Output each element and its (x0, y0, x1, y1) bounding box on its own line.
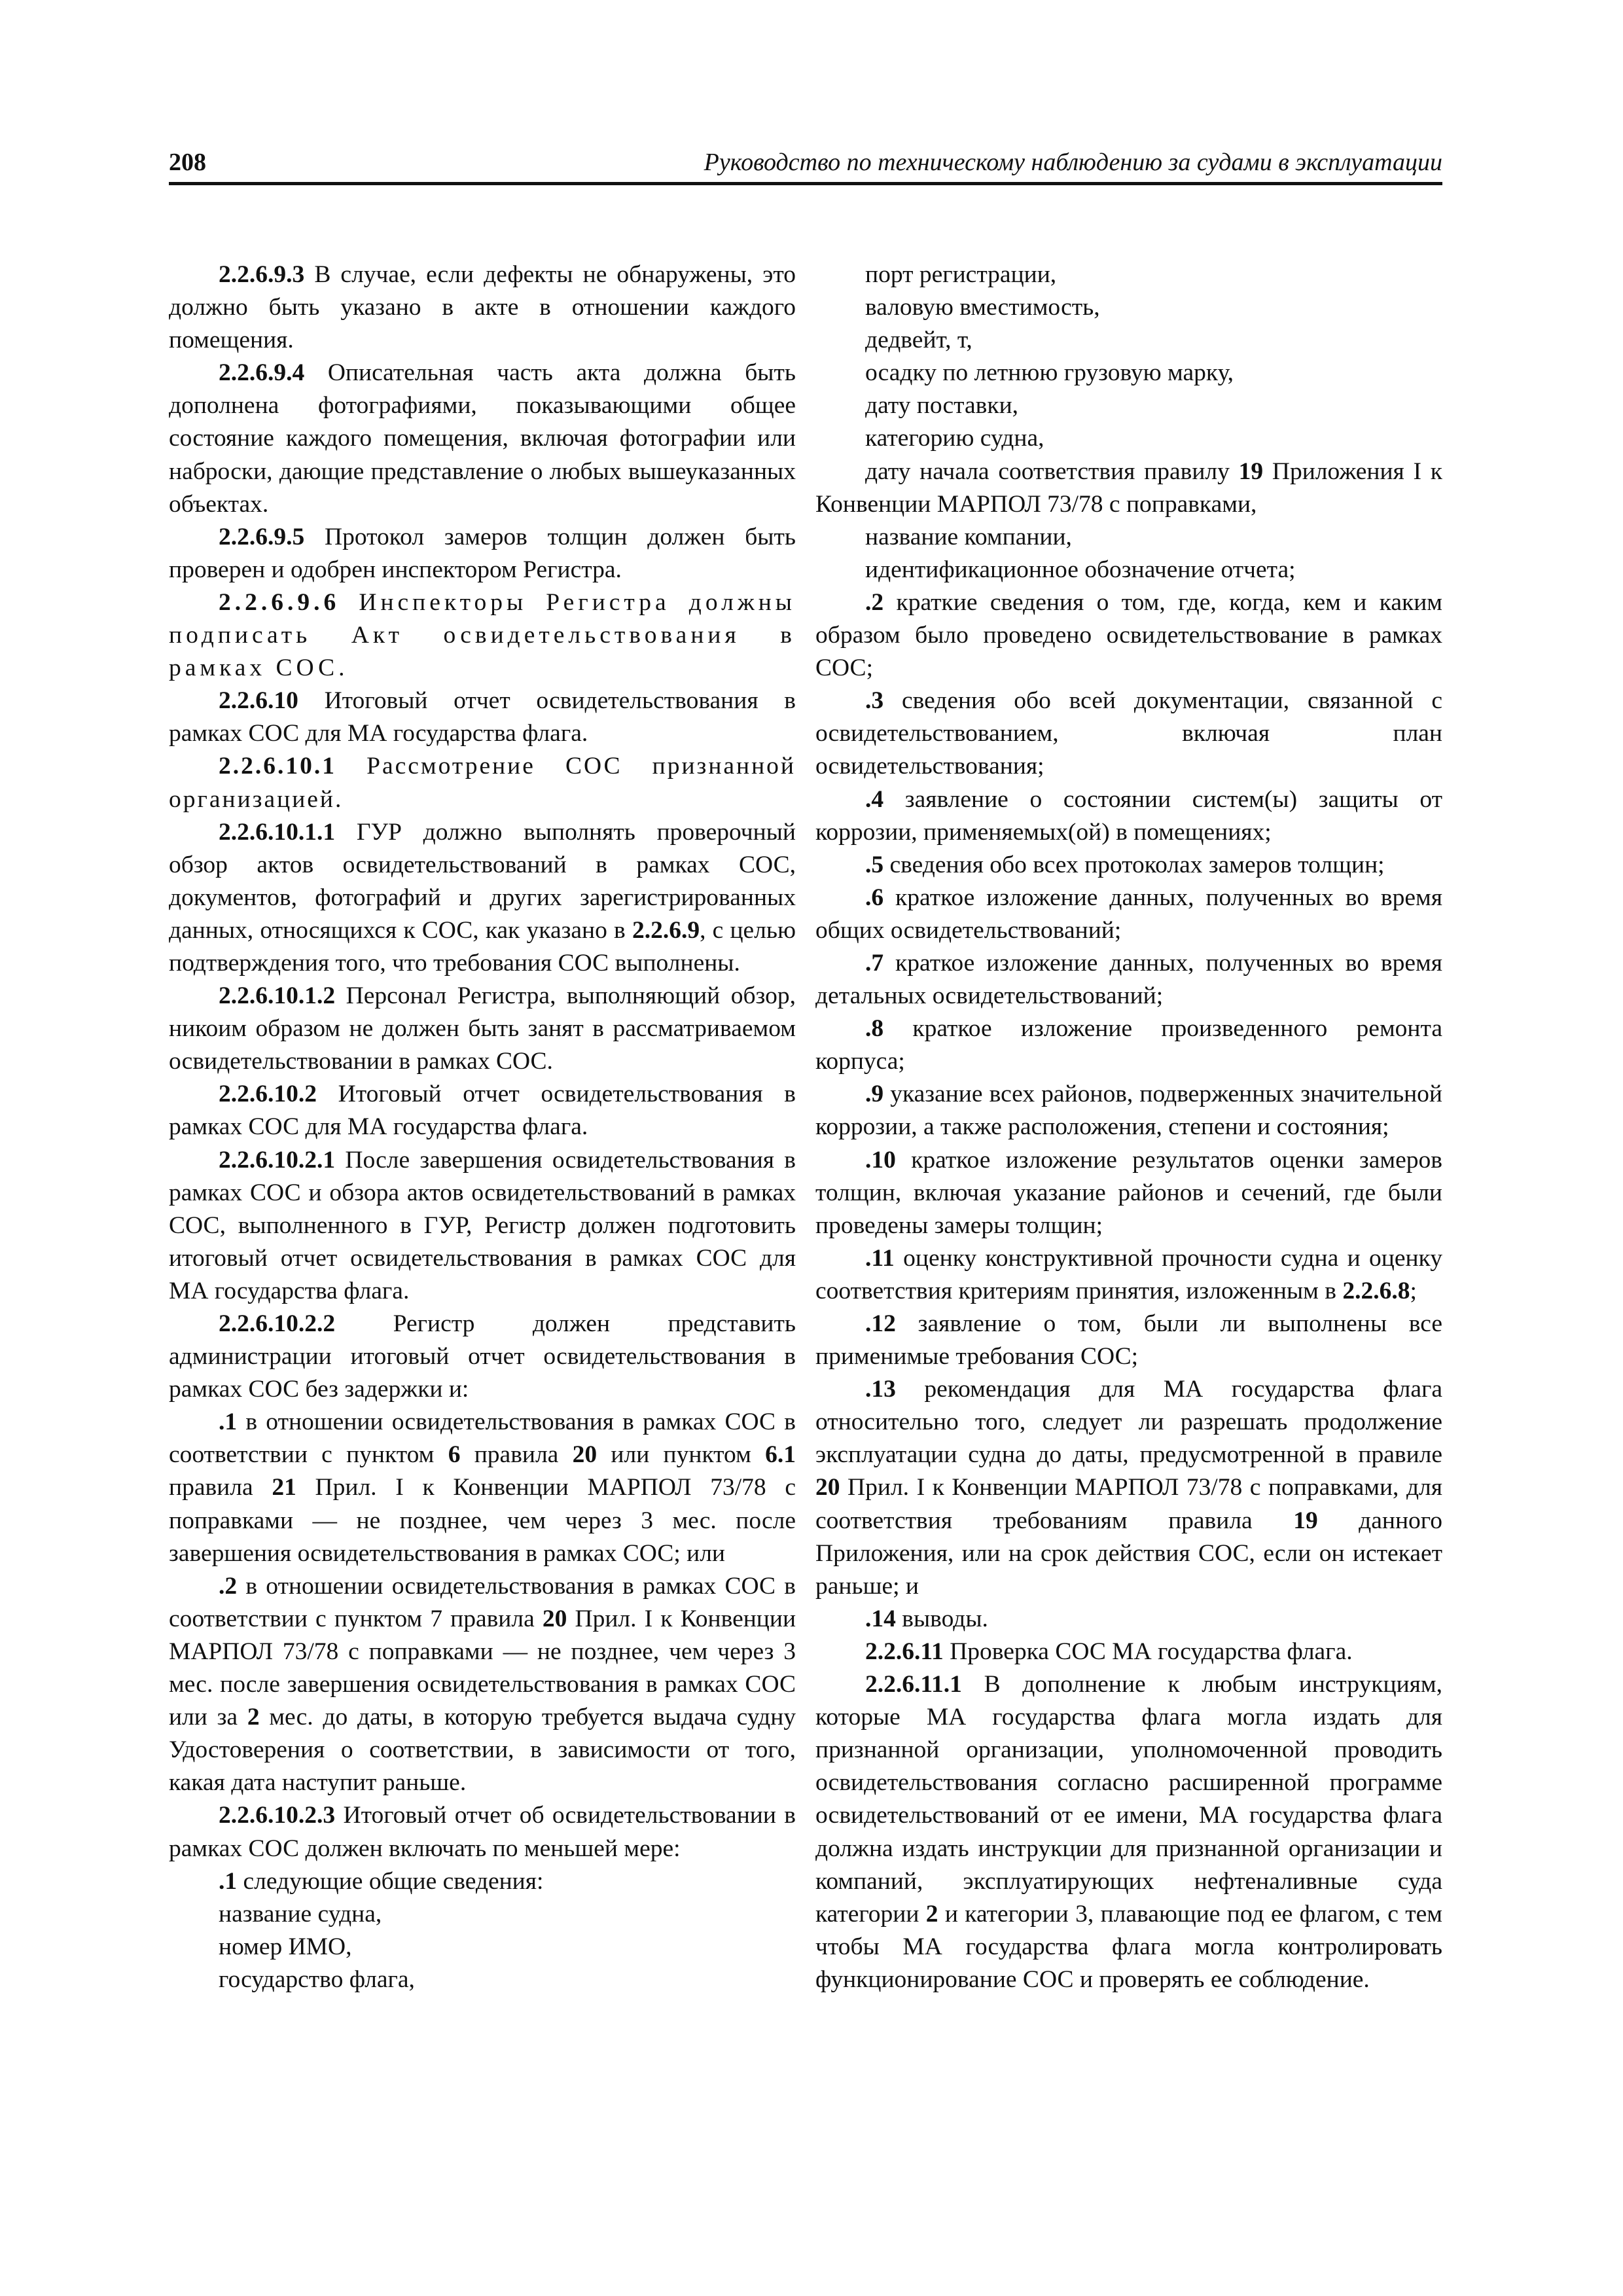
paragraph: .2 краткие сведения о том, где, когда, кем и каким образом было проведено освидетельствование в рамках СОС; (815, 588, 1442, 682)
paragraph: 2.2.6.10.1.1 ГУР должно выполнять проверочный обзор актов освидетельствований в рамках СОС, документов, фотографий и других зарегистрированных данных, относящихся к СОС, как указано в 2.2.6.9, с целью подтверждения того, что требования СОС выполнены. (169, 818, 796, 977)
list-item: идентификационное обозначение отчета; (865, 556, 1296, 583)
list-item: порт регистрации, (865, 261, 1057, 288)
paragraph: .6 краткое изложение данных, полученных во время общих освидетельствований; (815, 884, 1442, 944)
page-number: 208 (169, 149, 206, 176)
list-item: государство флага, (219, 1965, 415, 1993)
paragraph: 2.2.6.10.1.2 Персонал Регистра, выполняющий обзор, никоим образом не должен быть занят в рассматриваемом освидетельствовании в рамках СОС. (169, 982, 796, 1075)
paragraph: 2.2.6.9.6 Инспекторы Регистра должны подписать Акт освидетельствования в рамках СОС. (169, 588, 796, 682)
right-column (815, 259, 1442, 2104)
list-item: дату поставки, (865, 392, 1019, 420)
list-item: название судна, (219, 1900, 382, 1928)
paragraph: 2.2.6.10.2.2 Регистр должен представить администрации итоговый отчет освидетельствования в рамках СОС без задержки и: (169, 1310, 796, 1403)
list-item: номер ИМО, (219, 1933, 352, 1960)
paragraph: .8 краткое изложение произведенного ремонта корпуса; (815, 1015, 1442, 1075)
paragraph: 2.2.6.10.2.1 После завершения освидетельствования в рамках СОС и обзора актов освидетельствований в рамках СОС, выполненного в ГУР, Регистр должен подготовить итоговый отчет освидетельствования в рамках СОС для МА государства флага. (169, 1146, 796, 1304)
paragraph: 2.2.6.10.1 Рассмотрение СОС признанной организацией. (169, 753, 796, 813)
paragraph: .11 оценку конструктивной прочности судна и оценку соответствия критериям принятия, изложенным в 2.2.6.8; (815, 1244, 1442, 1304)
paragraph: .3 сведения обо всей документации, связанной с освидетельствованием, включая план освидетельствования; (815, 687, 1442, 780)
paragraph: .14 выводы. (865, 1605, 988, 1632)
paragraph: дату начала соответствия правилу 19 Приложения I к Конвенции МАРПОЛ 73/78 с поправками, (815, 457, 1442, 518)
paragraph: .1 в отношении освидетельствования в рамках СОС в соответствии с пунктом 6 правила 20 или пунктом 6.1 правила 21 Прил. I к Конвенции МАРПОЛ 73/78 с поправками — не позднее, чем через 3 мес. после завершения освидетельствования в рамках СОС; или (169, 1408, 796, 1567)
paragraph: 2.2.6.11.1 В дополнение к любым инструкциям, которые МА государства флага могла издать для признанной организации, уполномоченной проводить освидетельствования согласно расширенной программе освидетельствований от ее имени, МА государства флага должна издать инструкции для признанной организации и компаний, эксплуатирующих нефтеналивные суда категории 2 и категории 3, плавающие под ее флагом, с тем чтобы МА государства флага могла контролировать функционирование СОС и проверять ее соблюдение. (815, 1671, 1442, 1993)
paragraph: .12 заявление о том, были ли выполнены все применимые требования СОС; (815, 1310, 1442, 1371)
paragraph: .13 рекомендация для МА государства флага относительно того, следует ли разрешать продолжение эксплуатации судна до даты, предусмотренной в правиле 20 Прил. I к Конвенции МАРПОЛ 73/78 с поправками, для соответствия требованиям правила 19 данного Приложения, или на срок действия СОС, если он истекает раньше; и (815, 1376, 1442, 1600)
paragraph: .5 сведения обо всех протоколах замеров толщин; (865, 851, 1385, 878)
left-column (169, 259, 796, 2104)
list-item: осадку по летнюю грузовую марку, (865, 359, 1234, 387)
running-title: Руководство по техническому наблюдению за судами в эксплуатации (704, 149, 1442, 176)
paragraph: .2 в отношении освидетельствования в рамках СОС в соответствии с пунктом 7 правила 20 Прил. I к Конвенции МАРПОЛ 73/78 с поправками — не позднее, чем через 3 мес. после завершения освидетельствования в рамках СОС или за 2 мес. до даты, в которую требуется выдача судну Удостоверения о соответствии, в зависимости от того, какая дата наступит раньше. (169, 1572, 796, 1797)
paragraph: .10 краткое изложение результатов оценки замеров толщин, включая указание районов и сечений, где были проведены замеры толщин; (815, 1146, 1442, 1239)
paragraph: 2.2.6.10 Итоговый отчет освидетельствования в рамках СОС для МА государства флага. (169, 687, 796, 747)
paragraph: 2.2.6.10.2.3 Итоговый отчет об освидетельствовании в рамках СОС должен включать по меньшей мере: (169, 1802, 796, 1862)
running-header (169, 145, 1442, 185)
list-item: дедвейт, т, (865, 327, 972, 354)
list-item: категорию судна, (865, 425, 1044, 452)
paragraph: 2.2.6.9.3 В случае, если дефекты не обнаружены, это должно быть указано в акте в отношении каждого помещения. (169, 261, 796, 354)
paragraph: .7 краткое изложение данных, полученных во время детальных освидетельствований; (815, 949, 1442, 1010)
paragraph: .9 указание всех районов, подверженных значительной коррозии, а также расположения, степени и состояния; (815, 1081, 1442, 1141)
paragraph: .4 заявление о состоянии систем(ы) защиты от коррозии, применяемых(ой) в помещениях; (815, 785, 1442, 846)
list-item: валовую вместимость, (865, 294, 1100, 321)
paragraph: 2.2.6.9.4 Описательная часть акта должна быть дополнена фотографиями, показывающими общее состояние каждого помещения, включая фотографии или наброски, дающие представление о любых вышеуказанных объектах. (169, 359, 796, 518)
paragraph: .1 следующие общие сведения: (219, 1867, 544, 1895)
paragraph: 2.2.6.11 Проверка СОС МА государства флага. (865, 1638, 1353, 1665)
paragraph: 2.2.6.9.5 Протокол замеров толщин должен быть проверен и одобрен инспектором Регистра. (169, 523, 796, 583)
paragraph: 2.2.6.10.2 Итоговый отчет освидетельствования в рамках СОС для МА государства флага. (169, 1081, 796, 1141)
list-item: название компании, (865, 523, 1072, 550)
